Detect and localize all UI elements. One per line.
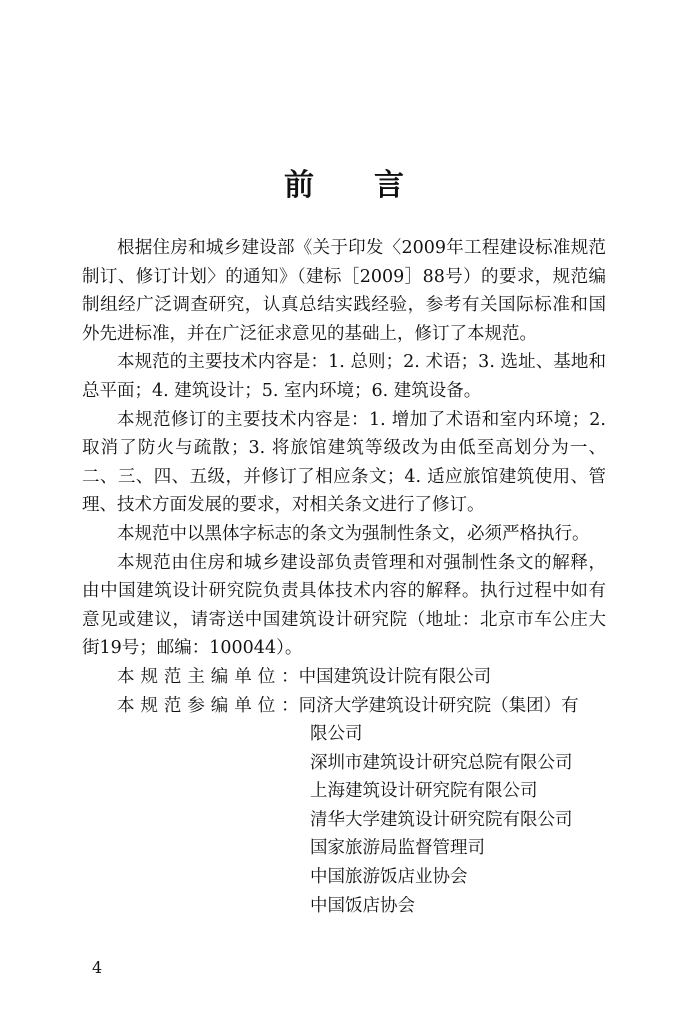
participant-unit-1: 同济大学建筑设计研究院（集团）有 (298, 695, 579, 716)
title-char-2: 言 (374, 168, 404, 203)
paragraph-administration: 本规范由住房和城乡建设部负责管理和对强制性条文的解释，由中国建筑设计研究院负责具体技术内容的解释。执行过程中如有意见或建议，请寄送中国建筑设计研究院（地址：北京市车公庄大街19号；邮编：100044）。 (82, 552, 606, 659)
participant-unit: 国家旅游局监督管理司 (310, 838, 485, 859)
chief-editor-label: 本规范主编单位： (117, 666, 299, 687)
paragraph-revision-content: 本规范修订的主要技术内容是：1. 增加了术语和室内环境；2. 取消了防火与疏散；3. 将旅馆建筑等级改为由低至高划分为一、二、三、四、五级，并修订了相应条文；4. 适应旅馆建筑使用、管理、技术方面发展的要求，对相关条文进行了修订。 (82, 409, 606, 516)
paragraph-mandatory-clauses: 本规范中以黑体字标志的条文为强制性条文，必须严格执行。 (117, 523, 590, 544)
participant-unit: 上海建筑设计研究院有限公司 (310, 781, 538, 802)
chief-editor-unit: 中国建筑设计院有限公司 (298, 666, 492, 687)
page-title (0, 160, 688, 204)
participants-row (82, 692, 606, 721)
participant-unit-1-cont: 限公司 (310, 724, 363, 745)
participant-unit: 清华大学建筑设计研究院有限公司 (310, 809, 573, 830)
participant-unit: 中国饭店协会 (310, 895, 415, 916)
editing-units (82, 663, 606, 920)
paragraph-background: 根据住房和城乡建设部《关于印发〈2009年工程建设标准规范制订、修订计划〉的通知》（建标［2009］88号）的要求，规范编制组经广泛调查研究，认真总结实践经验，参考有关国际标准和国外先进标准，并在广泛征求意见的基础上，修订了本规范。 (82, 238, 606, 344)
participant-unit: 中国旅游饭店业协会 (310, 867, 468, 888)
title-char-1: 前 (284, 168, 314, 203)
participants-label: 本规范参编单位： (117, 695, 299, 716)
page-number: 4 (92, 958, 103, 977)
chief-editor-row (82, 663, 606, 692)
preface-body (82, 234, 606, 920)
paragraph-main-content: 本规范的主要技术内容是：1. 总则；2. 术语；3. 选址、基地和总平面；4. 建筑设计；5. 室内环境；6. 建筑设备。 (82, 352, 606, 401)
participant-unit: 深圳市建筑设计研究总院有限公司 (310, 752, 573, 773)
